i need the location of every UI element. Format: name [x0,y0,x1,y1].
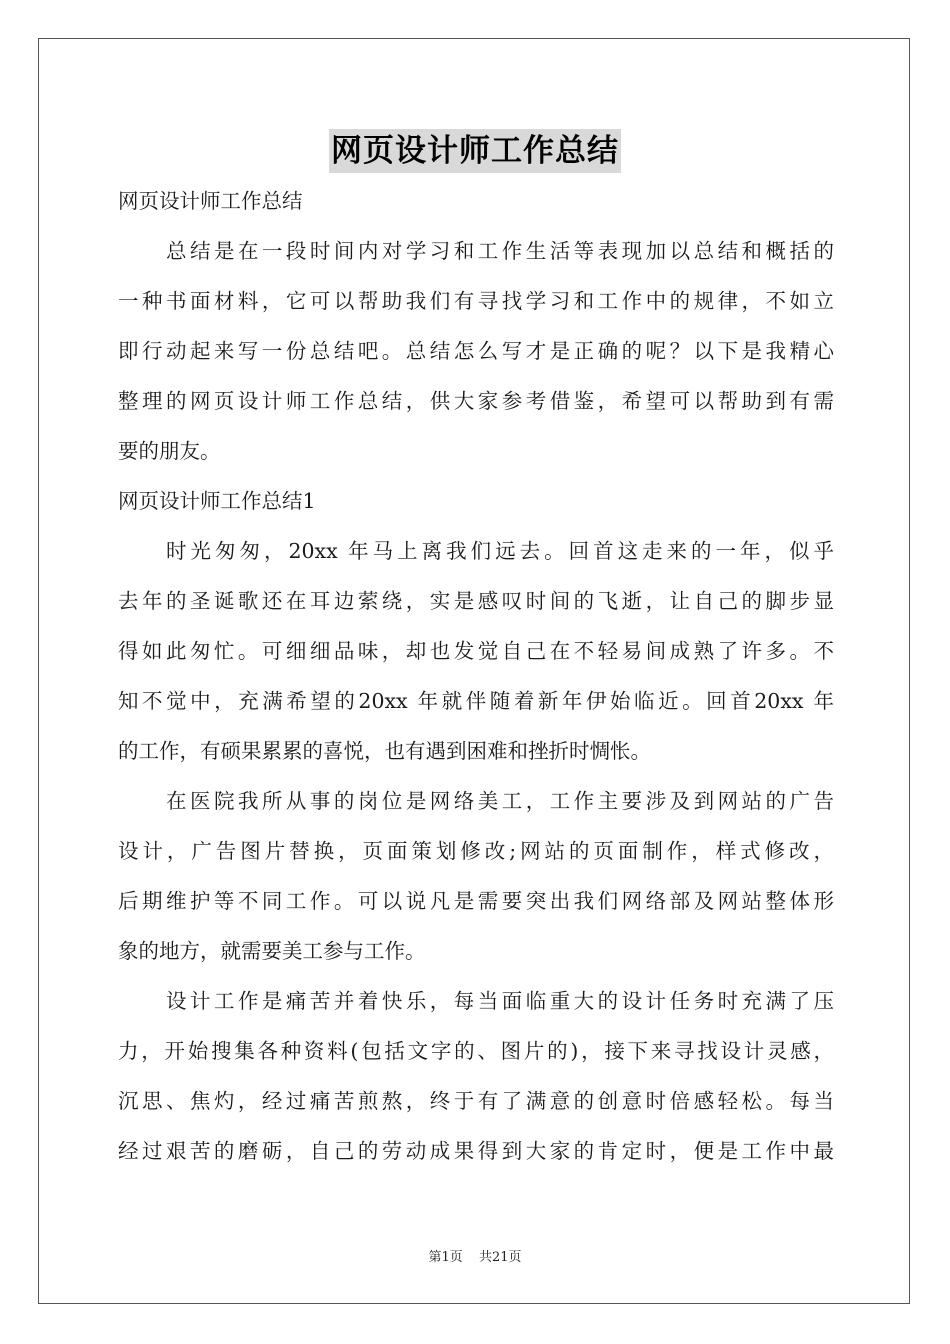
text-line: 经过艰苦的磨砺，自己的劳动成果得到大家的肯定时，便是工作中最 [118,1139,834,1163]
page-number-total: 共21页 [478,1250,522,1265]
document-title-wrapper [0,128,950,173]
text-line: 总结是在一段时间内对学习和工作生活等表现加以总结和概括的 [166,239,834,263]
text-line: 力，开始搜集各种资料(包括文字的、图片的)，接下来寻找设计灵感， [118,1039,834,1063]
text-line: 象的地方，就需要美工参与工作。 [118,939,426,963]
text-line: 在医院我所从事的岗位是网络美工，工作主要涉及到网站的广告 [166,789,834,813]
text-line: 设计工作是痛苦并着快乐，每当面临重大的设计任务时充满了压 [166,989,834,1013]
text-line: 即行动起来写一份总结吧。总结怎么写才是正确的呢？以下是我精心 [118,339,834,363]
text-line: 后期维护等不同工作。可以说凡是需要突出我们网络部及网站整体形 [118,889,834,913]
text-line: 网页设计师工作总结1 [118,489,316,513]
page-number-current: 第1页 [428,1250,463,1265]
text-line: 得如此匆忙。可细细品味，却也发觉自己在不轻易间成熟了许多。不 [118,639,834,663]
text-line: 设计，广告图片替换，页面策划修改;网站的页面制作，样式修改， [118,839,834,863]
text-line: 去年的圣诞歌还在耳边萦绕，实是感叹时间的飞逝，让自己的脚步显 [118,589,834,613]
document-body [118,176,834,1176]
text-line: 整理的网页设计师工作总结，供大家参考借鉴，希望可以帮助到有需 [118,389,834,413]
text-line: 沉思、焦灼，经过痛苦煎熬，终于有了满意的创意时倍感轻松。每当 [118,1089,834,1113]
text-line: 的工作，有硕果累累的喜悦，也有遇到困难和挫折时惆怅。 [118,739,651,763]
text-line: 要的朋友。 [118,439,221,463]
text-line: 网页设计师工作总结 [118,189,303,213]
document-title: 网页设计师工作总结 [329,129,621,173]
page-footer [0,1246,950,1265]
text-line: 知不觉中，充满希望的20xx 年就伴随着新年伊始临近。回首20xx 年 [118,689,834,713]
text-line: 一种书面材料，它可以帮助我们有寻找学习和工作中的规律，不如立 [118,289,834,313]
text-line: 时光匆匆，20xx 年马上离我们远去。回首这走来的一年，似乎 [166,539,834,563]
